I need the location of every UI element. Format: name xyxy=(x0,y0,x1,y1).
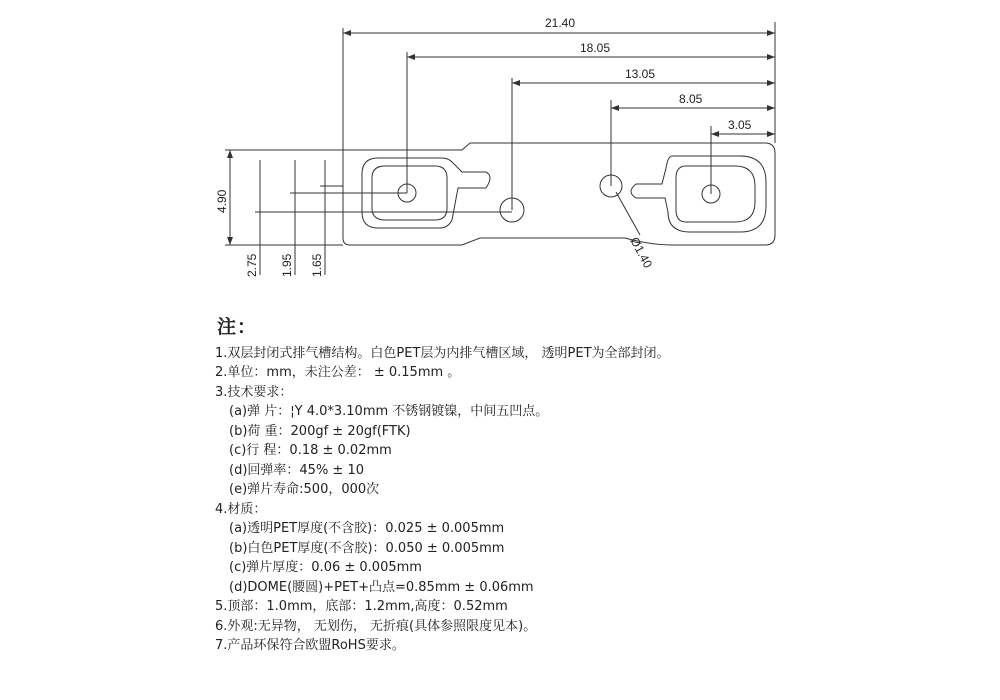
dim-13-05: 13.05 xyxy=(625,67,656,81)
notes-list xyxy=(215,344,915,656)
notes-title: 注： xyxy=(217,316,258,338)
note-subitem: (d)回弹率：45% ± 10 xyxy=(229,462,364,478)
note-subitem: (a)透明PET厚度(不含胶)：0.025 ± 0.005mm xyxy=(229,521,505,536)
note-item: 3.技术要求： xyxy=(215,384,293,400)
note-subitem: (c)弹片厚度：0.06 ± 0.005mm xyxy=(229,560,422,575)
note-subitem: (a)弹 片：¦Y 4.0*3.10mm 不锈钢镀镍，中间五凹点。 xyxy=(229,404,549,419)
note-subitem: (b)荷 重：200gf ± 20gf(FTK) xyxy=(229,423,411,439)
right-dome-inner xyxy=(676,166,755,222)
dim-18-05: 18.05 xyxy=(580,41,611,55)
note-item: 7.产品环保符合欧盟RoHS要求。 xyxy=(215,638,405,653)
dim-2-75: 2.75 xyxy=(245,253,259,277)
note-subitem: (d)DOME(腰圆)+PET+凸点=0.85mm ± 0.06mm xyxy=(229,579,534,595)
dim-1-65: 1.65 xyxy=(310,253,324,277)
technical-drawing xyxy=(0,0,1000,310)
note-subitem: (b)白色PET厚度(不含胶)：0.050 ± 0.005mm xyxy=(229,540,505,556)
note-item: 2.单位：mm，未注公差： ± 0.15mm 。 xyxy=(215,365,461,380)
dim-diameter: Ø1.40 xyxy=(627,234,656,271)
note-subitem: (e)弹片寿命:500，000次 xyxy=(229,482,380,497)
notes-section xyxy=(215,318,915,656)
dim-overall-width: 21.40 xyxy=(545,16,576,30)
note-item: 1.双层封闭式排气槽结构。白色PET层为内排气槽区域， 透明PET为全部封闭。 xyxy=(215,345,670,361)
dim-1-95: 1.95 xyxy=(280,253,294,277)
note-subitem: (c)行 程：0.18 ± 0.02mm xyxy=(229,443,392,458)
right-dome-outer xyxy=(631,156,766,232)
note-item: 5.顶部：1.0mm，底部：1.2mm,高度：0.52mm xyxy=(215,599,508,614)
note-item: 4.材质： xyxy=(215,501,267,517)
note-item: 6.外观:无异物， 无划伤， 无折痕(具体参照限度见本)。 xyxy=(215,618,537,634)
dim-overall-height: 4.90 xyxy=(215,189,229,213)
dim-3-05: 3.05 xyxy=(728,118,752,132)
dim-8-05: 8.05 xyxy=(679,92,703,106)
